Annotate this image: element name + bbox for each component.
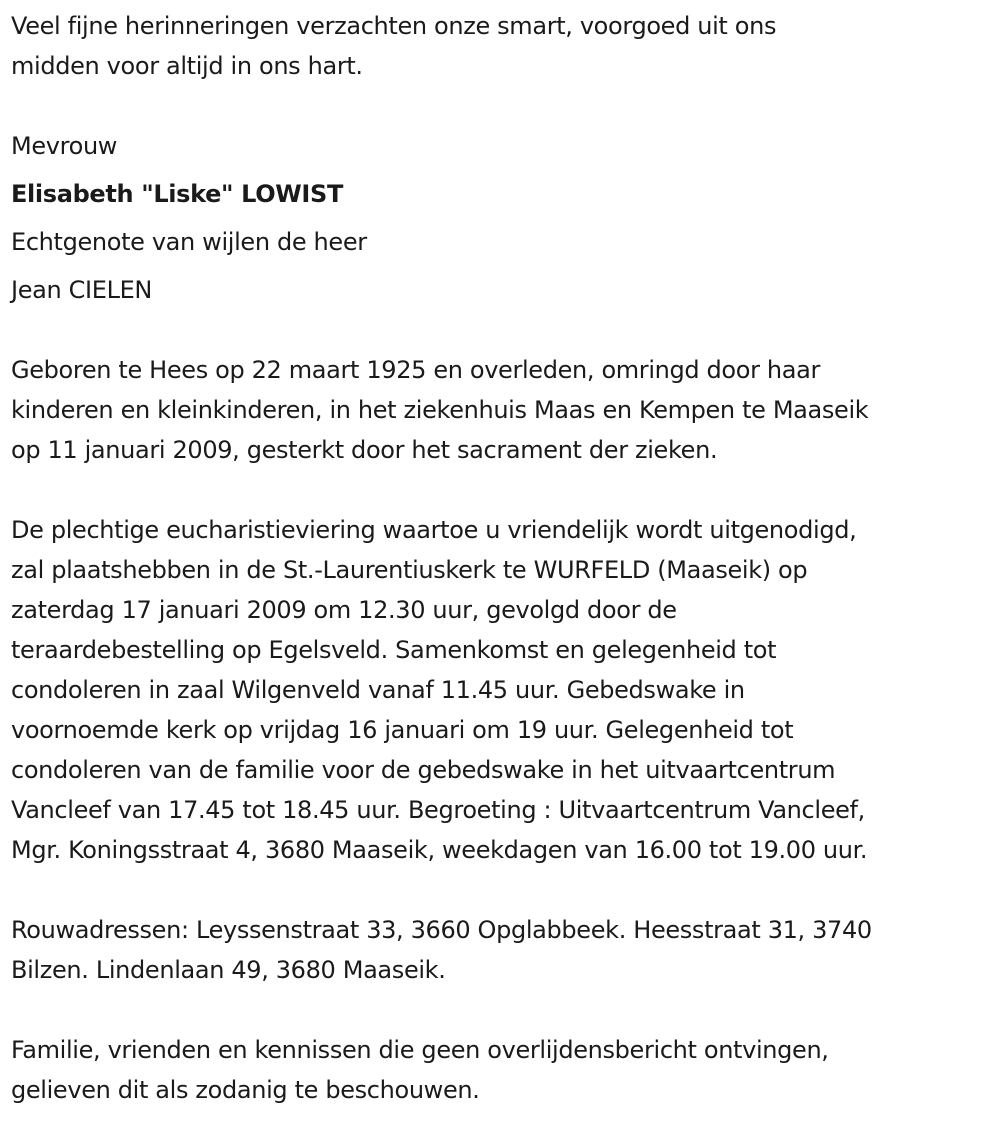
deceased-block	[11, 122, 991, 314]
spouse-relation: Echtgenote van wijlen de heer	[11, 228, 367, 256]
spouse-name: Jean CIELEN	[11, 276, 153, 304]
obituary-notice	[11, 6, 991, 1110]
honorific: Mevrouw	[11, 132, 118, 160]
birth-death-paragraph: Geboren te Hees op 22 maart 1925 en overleden, omringd door haar kinderen en kleinkinderen, in het ziekenhuis Maas en Kempen te Maaseik op 11 januari 2009, gesterkt door het sacrament der zieken.	[11, 356, 869, 464]
spacer	[11, 870, 991, 910]
mourning-addresses: Rouwadressen: Leyssenstraat 33, 3660 Opglabbeek. Heesstraat 31, 3740 Bilzen. Lindenlaan 49, 3680 Maaseik.	[11, 916, 872, 984]
spacer	[11, 310, 991, 350]
memorial-quote: Veel fijne herinneringen verzachten onze smart, voorgoed uit ons midden voor altijd in ons hart.	[11, 12, 777, 80]
spacer	[11, 990, 991, 1030]
deceased-name: Elisabeth "Liske" LOWIST	[11, 180, 343, 208]
spacer	[11, 86, 991, 126]
spacer	[11, 470, 991, 510]
ceremony-paragraph: De plechtige eucharistieviering waartoe u vriendelijk wordt uitgenodigd, zal plaatshebben in de St.-Laurentiuskerk te WURFELD (Maaseik) op zaterdag 17 januari 2009 om 12.30 uur, gevolgd door de teraardebestelling op Egelsveld. Samenkomst en gelegenheid tot condoleren in zaal Wilgenveld vanaf 11.45 uur. Gebedswake in voornoemde kerk op vrijdag 16 januari om 19 uur. Gelegenheid tot condoleren van de familie voor de gebedswake in het uitvaartcentrum Vancleef van 17.45 tot 18.45 uur. Begroeting : Uitvaartcentrum Vancleef, Mgr. Koningsstraat 4, 3680 Maaseik, weekdagen van 16.00 tot 19.00 uur.	[11, 516, 868, 864]
closing-paragraph: Familie, vrienden en kennissen die geen overlijdensbericht ontvingen, gelieven dit als zodanig te beschouwen.	[11, 1036, 829, 1104]
